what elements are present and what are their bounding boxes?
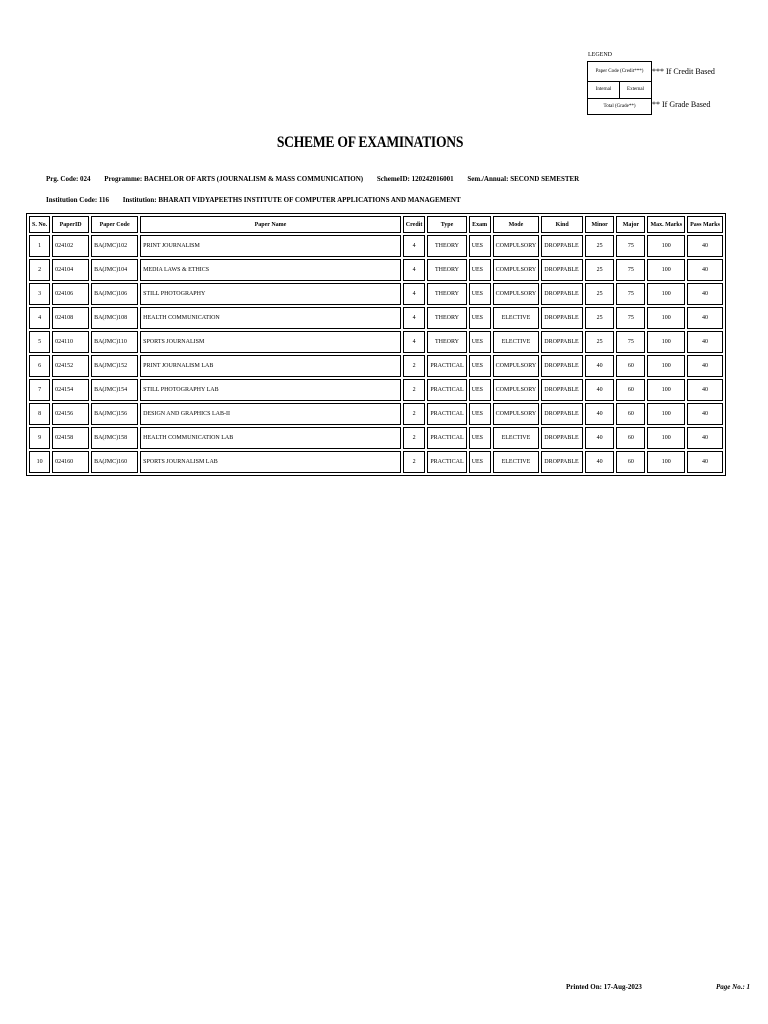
cell-mode: ELECTIVE [493,451,540,473]
cell-paper-id: 024152 [52,355,89,377]
cell-exam: UES [469,331,491,353]
cell-mode: COMPULSORY [493,235,540,257]
cell-minor: 25 [585,235,614,257]
cell-minor: 25 [585,259,614,281]
table-row [29,427,723,449]
cell-major: 60 [616,355,645,377]
cell-max-marks: 100 [647,331,685,353]
cell-max-marks: 100 [647,235,685,257]
cell-minor: 25 [585,283,614,305]
printed-on: Printed On: 17-Aug-2023 [566,983,642,991]
cell-major: 75 [616,331,645,353]
cell-sno: 3 [29,283,50,305]
cell-paper-name: SPORTS JOURNALISM [140,331,401,353]
cell-pass-marks: 40 [687,403,723,425]
cell-pass-marks: 40 [687,451,723,473]
cell-max-marks: 100 [647,451,685,473]
cell-paper-name: MEDIA LAWS & ETHICS [140,259,401,281]
cell-sno: 4 [29,307,50,329]
cell-paper-id: 024102 [52,235,89,257]
cell-sno: 7 [29,379,50,401]
cell-paper-code: BA(JMC)106 [91,283,138,305]
cell-pass-marks: 40 [687,235,723,257]
cell-paper-id: 024154 [52,379,89,401]
cell-exam: UES [469,403,491,425]
cell-paper-name: HEALTH COMMUNICATION [140,307,401,329]
page-number: Page No.: 1 [716,983,751,991]
cell-paper-id: 024110 [52,331,89,353]
semester: Sem./Annual: SECOND SEMESTER [467,175,580,183]
table-row [29,307,723,329]
cell-sno: 8 [29,403,50,425]
cell-paper-code: BA(JMC)152 [91,355,138,377]
cell-type: PRACTICAL [427,403,466,425]
header-paper-code: Paper Code [91,216,138,233]
cell-mode: ELECTIVE [493,427,540,449]
cell-minor: 25 [585,331,614,353]
cell-minor: 40 [585,379,614,401]
cell-paper-code: BA(JMC)102 [91,235,138,257]
cell-paper-code: BA(JMC)154 [91,379,138,401]
cell-pass-marks: 40 [687,355,723,377]
cell-mode: ELECTIVE [493,331,540,353]
cell-major: 75 [616,235,645,257]
cell-credit: 2 [403,451,426,473]
cell-paper-name: STILL PHOTOGRAPHY LAB [140,379,401,401]
cell-kind: DROPPABLE [541,283,583,305]
cell-pass-marks: 40 [687,307,723,329]
cell-exam: UES [469,235,491,257]
cell-kind: DROPPABLE [541,307,583,329]
cell-paper-name: DESIGN AND GRAPHICS LAB-II [140,403,401,425]
header-type: Type [427,216,466,233]
header-sno: S. No. [29,216,50,233]
cell-kind: DROPPABLE [541,403,583,425]
programme-name: Programme: BACHELOR OF ARTS (JOURNALISM & MASS COMMUNICATION) [104,175,364,183]
scheme-id: SchemeID: 120242016001 [376,175,454,183]
institution-name: Institution: BHARATI VIDYAPEETHS INSTITUTE OF COMPUTER APPLICATIONS AND MANAGEMENT [122,196,461,204]
cell-credit: 2 [403,355,426,377]
cell-max-marks: 100 [647,283,685,305]
cell-paper-id: 024156 [52,403,89,425]
institution-info [46,196,473,204]
cell-sno: 5 [29,331,50,353]
header-minor: Minor [585,216,614,233]
cell-paper-name: PRINT JOURNALISM LAB [140,355,401,377]
cell-pass-marks: 40 [687,379,723,401]
table-row [29,403,723,425]
cell-type: PRACTICAL [427,355,466,377]
cell-max-marks: 100 [647,379,685,401]
cell-major: 75 [616,307,645,329]
cell-type: PRACTICAL [427,451,466,473]
legend-note-credit: *** If Credit Based [652,67,715,76]
cell-type: THEORY [427,235,466,257]
cell-mode: COMPULSORY [493,403,540,425]
page-title: SCHEME OF EXAMINATIONS [276,134,464,151]
cell-credit: 4 [403,259,426,281]
cell-pass-marks: 40 [687,283,723,305]
cell-paper-id: 024108 [52,307,89,329]
legend-total: Total (Grade**) [603,104,636,109]
cell-exam: UES [469,451,491,473]
cell-major: 60 [616,379,645,401]
cell-paper-code: BA(JMC)108 [91,307,138,329]
header-max-marks: Max. Marks [647,216,685,233]
legend-internal: Internal [588,81,620,98]
legend-note-grade: ** If Grade Based [652,100,711,109]
header-major: Major [616,216,645,233]
cell-exam: UES [469,427,491,449]
cell-minor: 40 [585,427,614,449]
legend-marks-row [588,81,651,99]
cell-kind: DROPPABLE [541,259,583,281]
cell-paper-name: STILL PHOTOGRAPHY [140,283,401,305]
cell-credit: 4 [403,307,426,329]
cell-type: THEORY [427,307,466,329]
cell-paper-id: 024106 [52,283,89,305]
cell-type: PRACTICAL [427,427,466,449]
table-row [29,451,723,473]
legend-box [587,61,652,115]
cell-exam: UES [469,379,491,401]
cell-credit: 2 [403,427,426,449]
table-row [29,355,723,377]
table-row [29,259,723,281]
cell-mode: COMPULSORY [493,283,540,305]
cell-type: THEORY [427,259,466,281]
cell-pass-marks: 40 [687,259,723,281]
cell-kind: DROPPABLE [541,355,583,377]
cell-paper-id: 024104 [52,259,89,281]
cell-kind: DROPPABLE [541,379,583,401]
cell-paper-name: SPORTS JOURNALISM LAB [140,451,401,473]
cell-major: 60 [616,451,645,473]
cell-paper-code: BA(JMC)156 [91,403,138,425]
cell-minor: 40 [585,355,614,377]
table-body [29,235,723,473]
header-mode: Mode [493,216,540,233]
cell-type: THEORY [427,331,466,353]
cell-major: 60 [616,427,645,449]
scheme-table [26,213,726,476]
legend-title: LEGEND [588,52,612,58]
cell-major: 60 [616,403,645,425]
cell-kind: DROPPABLE [541,427,583,449]
cell-sno: 10 [29,451,50,473]
cell-exam: UES [469,283,491,305]
header-pass-marks: Pass Marks [687,216,723,233]
cell-mode: COMPULSORY [493,355,540,377]
header-kind: Kind [541,216,583,233]
cell-pass-marks: 40 [687,427,723,449]
cell-paper-code: BA(JMC)110 [91,331,138,353]
cell-type: THEORY [427,283,466,305]
legend-external: External [627,87,644,92]
cell-sno: 2 [29,259,50,281]
cell-sno: 9 [29,427,50,449]
cell-credit: 4 [403,235,426,257]
table-row [29,283,723,305]
cell-sno: 1 [29,235,50,257]
cell-paper-code: BA(JMC)104 [91,259,138,281]
cell-major: 75 [616,283,645,305]
table-row [29,331,723,353]
cell-major: 75 [616,259,645,281]
cell-sno: 6 [29,355,50,377]
cell-minor: 40 [585,451,614,473]
cell-kind: DROPPABLE [541,235,583,257]
cell-paper-code: BA(JMC)158 [91,427,138,449]
cell-type: PRACTICAL [427,379,466,401]
cell-mode: COMPULSORY [493,379,540,401]
header-exam: Exam [469,216,491,233]
table-row [29,379,723,401]
cell-exam: UES [469,355,491,377]
cell-credit: 4 [403,331,426,353]
cell-minor: 25 [585,307,614,329]
cell-kind: DROPPABLE [541,451,583,473]
cell-paper-id: 024158 [52,427,89,449]
cell-max-marks: 100 [647,259,685,281]
cell-kind: DROPPABLE [541,331,583,353]
institution-code: Institution Code: 116 [46,196,110,204]
cell-max-marks: 100 [647,403,685,425]
cell-max-marks: 100 [647,427,685,449]
legend-paper-code: Paper Code (Credit***) [588,62,651,82]
programme-info [46,175,591,183]
cell-mode: ELECTIVE [493,307,540,329]
prg-code: Prg. Code: 024 [46,175,91,183]
header-paper-id: PaperID [52,216,89,233]
cell-paper-name: HEALTH COMMUNICATION LAB [140,427,401,449]
cell-max-marks: 100 [647,307,685,329]
cell-credit: 2 [403,403,426,425]
cell-exam: UES [469,259,491,281]
cell-paper-id: 024160 [52,451,89,473]
table-row [29,235,723,257]
cell-credit: 2 [403,379,426,401]
table-header-row [29,216,723,233]
cell-minor: 40 [585,403,614,425]
header-credit: Credit [403,216,426,233]
cell-pass-marks: 40 [687,331,723,353]
cell-exam: UES [469,307,491,329]
cell-paper-name: PRINT JOURNALISM [140,235,401,257]
cell-max-marks: 100 [647,355,685,377]
cell-paper-code: BA(JMC)160 [91,451,138,473]
cell-mode: COMPULSORY [493,259,540,281]
cell-credit: 4 [403,283,426,305]
header-paper-name: Paper Name [140,216,401,233]
